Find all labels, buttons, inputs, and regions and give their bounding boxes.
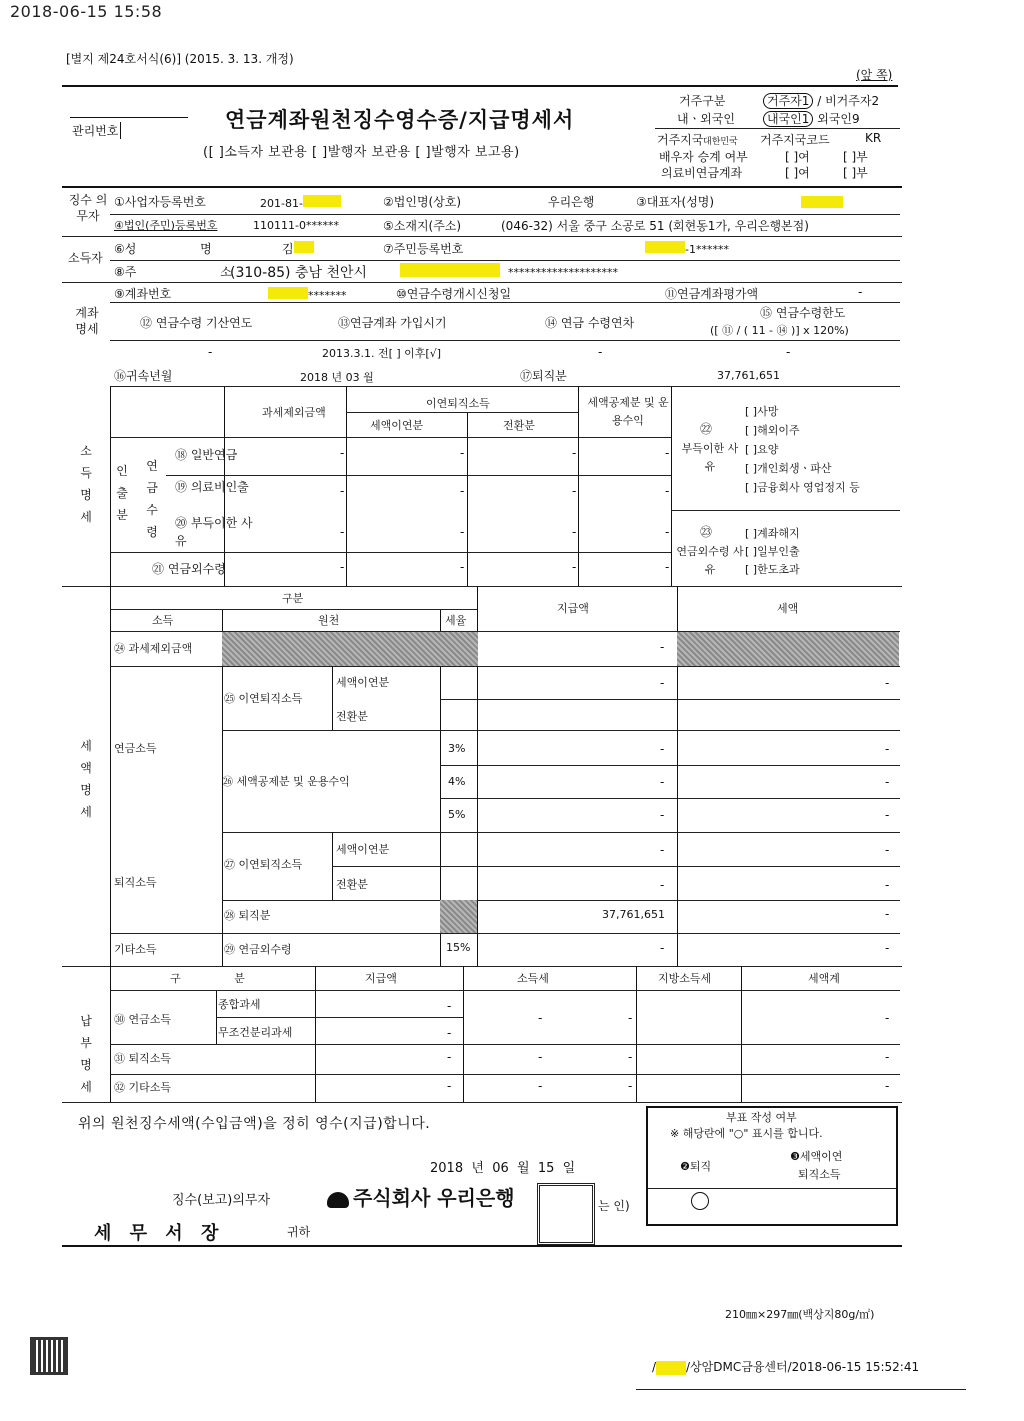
reason22-option[interactable]: [ ]해외이주 <box>745 424 800 437</box>
reason23-option[interactable]: [ ]일부인출 <box>745 545 800 558</box>
hdr-source: 원천 <box>318 614 340 627</box>
join-label: ⑬연금계좌 가입시기 <box>338 316 447 330</box>
divider <box>655 128 900 129</box>
divider <box>62 236 902 237</box>
divider <box>110 933 900 934</box>
value: - <box>660 808 665 822</box>
value: - <box>447 1079 452 1093</box>
divider <box>110 260 900 261</box>
r29-label: ㉙ 연금외수령 <box>224 943 292 956</box>
r29-tax: - <box>885 941 890 955</box>
r26-rate: 5% <box>448 808 466 821</box>
value: - <box>885 843 890 857</box>
hdr-local-tax: 지방소득세 <box>658 972 712 985</box>
value: - <box>660 742 665 756</box>
r25-label: ㉕ 이연퇴직소득 <box>224 692 303 705</box>
divider <box>578 386 579 586</box>
medical-yes-checkbox[interactable]: [ ]여 <box>785 166 810 180</box>
seal-suffix: 는 인) <box>598 1199 630 1213</box>
spouse-yes-checkbox[interactable]: [ ]여 <box>785 150 810 164</box>
other-income-label: 기타소득 <box>114 943 157 956</box>
r29-rate: 15% <box>446 941 471 954</box>
value: - <box>885 742 890 756</box>
divider <box>166 475 671 476</box>
reason23-option[interactable]: [ ]한도초과 <box>745 563 800 576</box>
r29-paid: - <box>660 941 665 955</box>
address-value: (046-32) 서울 중구 소공로 51 (회현동1가, 우리은행본점) <box>501 219 809 233</box>
divider <box>110 666 900 667</box>
retire-label: ⑰퇴직분 <box>520 369 567 383</box>
reason22-number: ㉒ <box>700 422 713 436</box>
hdr-paid: 지급액 <box>557 602 589 615</box>
r28-paid: 37,761,651 <box>602 908 665 921</box>
account-number-value: ******* <box>268 287 347 302</box>
value: - <box>340 525 345 539</box>
biz-reg-label: ①사업자등록번호 <box>114 195 206 209</box>
shaded-cell <box>222 632 478 666</box>
form-number: [별지 제24호서식(6)] (2015. 3. 13. 개정) <box>66 52 294 66</box>
r30-sub1: 종합과세 <box>218 998 261 1011</box>
value: - <box>572 560 577 574</box>
divider <box>332 866 900 867</box>
divider <box>463 966 464 1102</box>
value: - <box>447 1026 452 1040</box>
tax-section-label: 세액명세 <box>80 739 92 819</box>
reason23-label: 연금외수령 사유 <box>676 545 744 576</box>
earner-section-label: 소득자 <box>68 251 103 265</box>
bottom-rule <box>62 1245 902 1247</box>
attach-title: 부표 작성 여부 <box>726 1111 797 1124</box>
withdraw-label: 인출분 <box>116 464 128 522</box>
attach-note: ※ 해당란에 "○" 표시를 합니다. <box>670 1127 823 1140</box>
address-label: ⑤소재지(주소) <box>383 219 462 233</box>
address-label: ⑧주 소 <box>114 265 232 279</box>
value: - <box>885 775 890 789</box>
divider <box>440 699 900 700</box>
col-deferred: 이연퇴직소득 <box>426 397 490 410</box>
reason22-option[interactable]: [ ]개인회생ㆍ파산 <box>745 462 832 475</box>
attach-option-deferred[interactable]: ❸세액이연 <box>790 1150 843 1163</box>
reason22-option[interactable]: [ ]사망 <box>745 405 779 418</box>
attach-option-deferred-line2: 퇴직소득 <box>798 1168 841 1181</box>
country-value: 대한민국 <box>703 137 738 147</box>
redaction <box>268 287 308 299</box>
bank-signature: 주식회사 우리은행 <box>327 1182 515 1211</box>
document-title: 연금계좌원천징수영수증/지급명세서 <box>225 108 575 132</box>
reason22-label: 부득이한 사유 <box>681 442 739 473</box>
value: - <box>665 484 670 498</box>
corp-reg-label: ④법인(주민)등록번호 <box>114 219 218 232</box>
r27-label: ㉗ 이연퇴직소득 <box>224 858 303 871</box>
income-row-label: ⑲ 의료비인출 <box>175 480 249 494</box>
hdr-category: 구 분 <box>170 972 245 985</box>
limit-label: ⑮ 연금수령한도 <box>760 306 846 320</box>
value: - <box>538 1079 543 1093</box>
value: - <box>628 1050 633 1064</box>
divider <box>222 730 900 731</box>
col-tax-deferred: 세액이연분 <box>370 419 424 432</box>
retire-value: 37,761,651 <box>717 369 780 382</box>
start-request-label: ⑩연금수령개시신청일 <box>396 287 512 301</box>
redaction <box>400 263 500 277</box>
evaluation-value: - <box>858 285 863 299</box>
years-label: ⑭ 연금 수령연차 <box>545 316 635 330</box>
r26-rate: 3% <box>448 742 466 755</box>
document-subtitle: ([ ]소득자 보관용 [ ]발행자 보관용 [ ]발행자 보고용) <box>203 145 520 160</box>
r25-paid: - <box>660 676 665 690</box>
value: - <box>340 560 345 574</box>
r30-sub2: 무조건분리과세 <box>218 1026 293 1039</box>
redaction <box>303 195 341 207</box>
value: - <box>665 525 670 539</box>
base-year-value: - <box>208 345 213 359</box>
value: - <box>660 843 665 857</box>
value: - <box>340 446 345 460</box>
base-year-label: ⑫ 연금수령 기산연도 <box>140 316 253 330</box>
divider <box>110 214 900 215</box>
divider <box>440 765 900 766</box>
income-section-label: 소득명세 <box>80 444 92 524</box>
value: - <box>447 1050 452 1064</box>
rrn-label: ⑦주민등록번호 <box>383 242 464 256</box>
redaction <box>294 241 314 253</box>
divider <box>741 966 742 1102</box>
name-value: 김 <box>282 240 314 257</box>
divider <box>110 386 900 387</box>
value: - <box>460 484 465 498</box>
divider <box>636 966 637 1102</box>
divider <box>62 586 902 587</box>
col-nontax: 과세제외금액 <box>262 406 326 419</box>
company-seal <box>537 1183 595 1245</box>
hdr-category: 구분 <box>282 592 304 605</box>
country-label: 거주지국 <box>657 133 704 147</box>
pension-income-label: 연금소득 <box>114 742 157 755</box>
withholder-label: 징수(보고)의무자 <box>172 1193 271 1208</box>
r28-label: ㉘ 퇴직분 <box>224 909 271 922</box>
r25-tax: - <box>885 676 890 690</box>
value: - <box>572 484 577 498</box>
reason23-option[interactable]: [ ]계좌해지 <box>745 527 800 540</box>
page-side: (앞 쪽) <box>856 68 893 82</box>
divider <box>110 586 111 966</box>
r30-local-tax: - <box>628 1011 633 1025</box>
r27-sub2: 전환분 <box>336 878 368 891</box>
withholder-section-label: 징수 의무자 <box>68 193 108 223</box>
divider <box>346 386 347 586</box>
income-row-label: ㉑ 연금외수령 <box>152 562 226 576</box>
divider <box>110 437 671 438</box>
woori-logo-icon <box>327 1192 349 1208</box>
value: - <box>340 484 345 498</box>
divider <box>110 990 900 991</box>
value: - <box>628 1079 633 1093</box>
r26-label: ㉖ 세액공제분 및 운용수익 <box>222 775 350 788</box>
divider <box>222 832 900 833</box>
r24-label: ㉔ 과세제외금액 <box>114 642 193 655</box>
divider <box>636 1389 966 1390</box>
divider <box>110 609 477 610</box>
shaded-cell <box>440 900 477 933</box>
r27-sub1: 세액이연분 <box>336 843 390 856</box>
spouse-label: 배우자 승계 여부 <box>659 150 748 164</box>
divider <box>671 386 672 586</box>
medical-label: 의료비연금계좌 <box>661 166 743 180</box>
account-number-label: ⑨계좌번호 <box>114 287 172 301</box>
r30-label: ㉚ 연금소득 <box>114 1013 172 1026</box>
value: - <box>885 1050 890 1064</box>
mgmt-top-line <box>70 117 188 118</box>
redaction <box>645 241 685 253</box>
print-timestamp: 2018-06-15 15:58 <box>10 2 163 21</box>
hdr-tax: 세액 <box>777 602 799 615</box>
reason22-option[interactable]: [ ]요양 <box>745 443 779 456</box>
addressee: 세 무 서 장 <box>94 1223 225 1244</box>
divider <box>110 1074 900 1075</box>
value: - <box>660 775 665 789</box>
r31-label: ㉛ 퇴직소득 <box>114 1052 172 1065</box>
statement: 위의 원천징수세액(수입금액)을 정히 영수(지급)합니다. <box>78 1116 431 1132</box>
income-row-label: ⑳ 부득이한 사유 <box>175 516 253 548</box>
r30-total: - <box>885 1011 890 1025</box>
limit-value: - <box>786 345 791 359</box>
nationality-selected: 내국인1 <box>763 111 813 127</box>
reason23-number: ㉓ <box>700 525 713 539</box>
period-value: 2018 년 03 월 <box>300 371 374 384</box>
reason22-option[interactable]: [ ]금융회사 영업정지 등 <box>745 481 860 494</box>
corp-name-value: 우리은행 <box>548 195 595 209</box>
country-code-label: 거주지국코드 <box>760 133 830 147</box>
value: - <box>460 446 465 460</box>
divider <box>110 302 900 303</box>
divider <box>648 1188 896 1189</box>
print-trail: / /상암DMC금융센터/2018-06-15 15:52:41 <box>652 1360 920 1374</box>
value: - <box>665 560 670 574</box>
account-section-label: 계좌 명세 <box>75 306 99 336</box>
name-label: ⑥성 명 <box>114 242 212 256</box>
years-value: - <box>598 345 603 359</box>
value: - <box>572 446 577 460</box>
rrn-value: -1****** <box>645 241 729 256</box>
pension-label: 연금수령 <box>146 459 158 539</box>
management-number-label: 관리번호 <box>72 122 121 139</box>
limit-formula: ([ ⑪ / ( 11 - ⑭ )] x 120%) <box>710 324 849 337</box>
join-value[interactable]: 2013.3.1. 전[ ] 이후[√] <box>322 347 442 360</box>
retire-income-label: 퇴직소득 <box>114 876 157 889</box>
value: - <box>660 878 665 892</box>
r25-sub1: 세액이연분 <box>336 676 390 689</box>
hdr-rate: 세율 <box>445 614 467 627</box>
col-converted: 전환분 <box>503 419 535 432</box>
divider <box>110 340 900 341</box>
corp-reg-value: 110111-0****** <box>253 219 339 232</box>
country-code-value: KR <box>865 131 882 145</box>
value: - <box>447 999 452 1013</box>
divider <box>110 1044 900 1045</box>
divider <box>62 966 902 967</box>
shaded-cell <box>677 632 899 666</box>
r26-rate: 4% <box>448 775 466 788</box>
paper-spec: 210㎜×297㎜(백상지80g/㎡) <box>725 1308 875 1321</box>
r32-label: ㉜ 기타소득 <box>114 1081 172 1094</box>
redaction <box>656 1361 686 1375</box>
hdr-paid: 지급액 <box>365 972 397 985</box>
value: - <box>538 1050 543 1064</box>
residency-label: 거주구분 <box>679 94 726 108</box>
income-row-label: ⑱ 일반연금 <box>175 448 238 462</box>
r25-sub2: 전환분 <box>336 710 368 723</box>
divider <box>110 552 671 553</box>
r28-tax: - <box>885 907 890 921</box>
residency-value[interactable]: 거주자1 / 비거주자2 <box>763 92 879 109</box>
section-rule <box>62 186 902 188</box>
redaction <box>801 196 843 208</box>
top-rule <box>62 85 898 87</box>
divider <box>467 412 468 586</box>
r24-paid: - <box>660 640 665 654</box>
divider <box>222 900 900 901</box>
hdr-income-tax: 소득세 <box>517 972 549 985</box>
payment-section-label: 납부명세 <box>80 1014 92 1094</box>
divider <box>110 966 111 1102</box>
value: - <box>572 525 577 539</box>
biz-reg-value: 201-81- <box>260 195 341 210</box>
divider <box>346 412 578 413</box>
medical-no-checkbox[interactable]: [ ]부 <box>843 166 868 180</box>
divider <box>110 386 111 586</box>
address-value: (310-85) 충남 천안시 <box>230 265 368 281</box>
value: - <box>460 525 465 539</box>
divider <box>62 282 902 283</box>
address-masked: ******************** <box>508 266 618 279</box>
divider <box>440 798 900 799</box>
nationality-label: 내ㆍ외국인 <box>677 112 735 126</box>
hdr-income: 소득 <box>152 614 174 627</box>
divider <box>671 510 900 511</box>
divider <box>315 966 316 1102</box>
col-deduction: 세액공제분 및 운용수익 <box>587 396 669 427</box>
signed-date: 2018 년 06 월 15 일 <box>430 1161 576 1176</box>
divider <box>62 1102 902 1103</box>
hdr-total: 세액계 <box>808 972 840 985</box>
attachment-box <box>646 1106 898 1226</box>
representative-label: ③대표자(성명) <box>636 195 715 209</box>
qr-code-icon <box>30 1337 68 1375</box>
attach-option-retire[interactable]: ❷퇴직 <box>680 1160 712 1173</box>
corp-name-label: ②법인명(상호) <box>383 195 462 209</box>
spouse-no-checkbox[interactable]: [ ]부 <box>843 150 868 164</box>
evaluation-label: ⑪연금계좌평가액 <box>665 287 759 301</box>
value: - <box>460 560 465 574</box>
value: - <box>665 446 670 460</box>
addressee-suffix: 귀하 <box>287 1225 311 1239</box>
value: - <box>885 808 890 822</box>
period-label: ⑯귀속년월 <box>114 369 173 383</box>
divider <box>216 1017 463 1018</box>
divider <box>332 666 333 730</box>
r30-income-tax: - <box>538 1011 543 1025</box>
selected-circle-mark[interactable] <box>691 1192 709 1210</box>
residency-box <box>655 90 900 182</box>
nationality-value[interactable]: 내국인1 외국인9 <box>763 110 860 127</box>
residency-selected: 거주자1 <box>763 93 813 109</box>
value: - <box>885 1079 890 1093</box>
value: - <box>885 878 890 892</box>
